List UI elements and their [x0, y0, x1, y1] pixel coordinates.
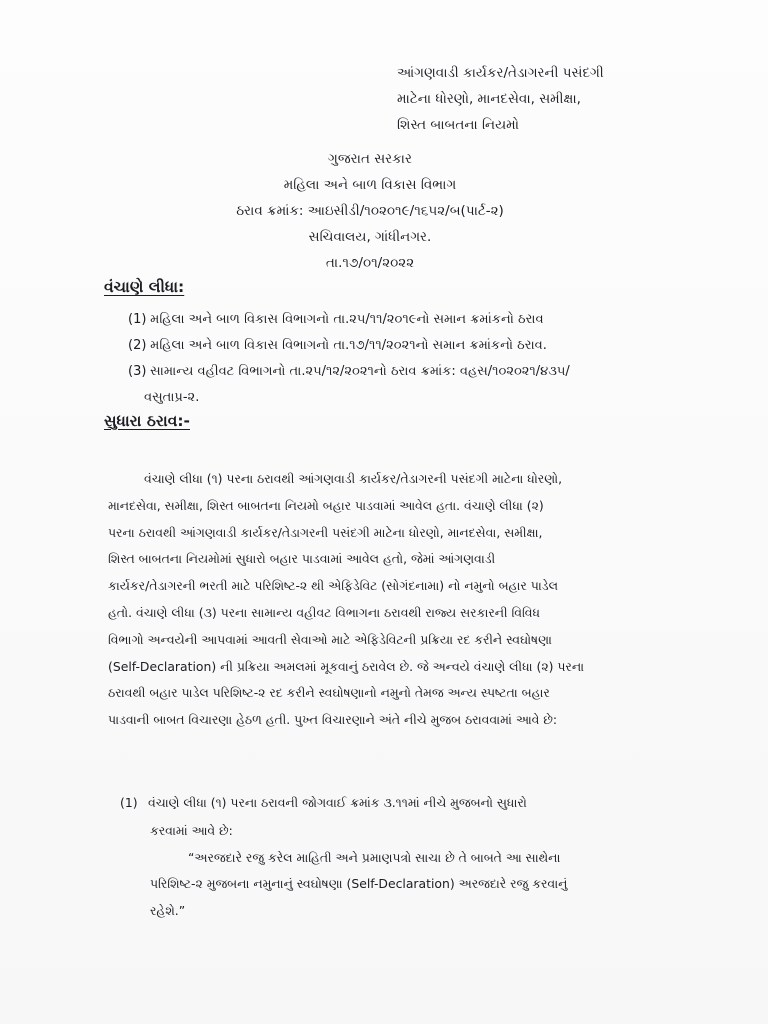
body-line: ઠરાવથી બહાર પાડેલ પરિશિષ્ટ-૨ રદ કરીને સ્વઘોષણાનો નમુનો તેમજ અન્ય સ્પષ્ટતા બહાર — [108, 685, 550, 701]
list-item — [128, 307, 648, 333]
body-line: વિભાગો અન્વયેની આપવામાં આવતી સેવાઓ માટે એફિડેવિટની પ્રક્રિયા રદ કરીને સ્વઘોષણા — [108, 631, 552, 647]
point-number: (1) — [120, 795, 138, 810]
resolution-date: તા.૧૭/૦૧/૨૦૨૨ — [325, 255, 415, 271]
reference-number: (1) — [128, 312, 147, 327]
place: સચિવાલય, ગાંધીનગર. — [308, 229, 432, 245]
body-line: કાર્યકર/તેડાગરની ભરતી માટે પરિશિષ્ટ-૨ થી એફિડેવિટ (સોગંદનામા) નો નમુનો બહાર પાડેલ — [108, 578, 558, 594]
reference-text: સામાન્ય વહીવટ વિભાગનો તા.૨૫/૧૨/૨૦૨૧નો ઠરાવ ક્રમાંક: વહસ/૧૦૨૦૨૧/૪૩૫/ — [150, 364, 570, 379]
subject-line: આંગણવાડી કાર્યકર/તેડાગરની પસંદગી — [397, 65, 604, 81]
reference-number: (2) — [128, 338, 147, 353]
body-line: પરના ઠરાવથી આંગણવાડી કાર્યકર/તેડાગરની પસંદગી માટેના ધોરણો, માનદસેવા, સમીક્ષા, — [108, 524, 543, 540]
resolution-header — [0, 146, 740, 276]
list-item — [128, 359, 648, 385]
quote-line: પરિશિષ્ટ-૨ મુજબના નમુનાનું સ્વઘોષણા (Self-Declaration) અરજદારે રજુ કરવાનું — [150, 876, 568, 891]
subject-line: માટેના ધોરણો, માનદસેવા, સમીક્ષા, — [397, 91, 581, 107]
quote-line: રહેશે.” — [150, 902, 186, 918]
quote-line: “અરજદારે રજુ કરેલ માહિતી અને પ્રમાણપત્રો સાચા છે તે બાબતે આ સાથેના — [188, 849, 561, 865]
body-line: હતો. વંચાણે લીધા (૩) પરના સામાન્ય વહીવટ વિભાગના ઠરાવથી રાજ્ય સરકારની વિવિધ — [108, 604, 540, 620]
department-name: મહિલા અને બાળ વિકાસ વિભાગ — [283, 177, 457, 193]
amendment-quote — [150, 818, 650, 924]
list-item — [128, 333, 648, 359]
reference-continuation: વસુતાપ્ર-૨. — [144, 390, 200, 405]
resolution-number: ઠરાવ ક્રમાંક: આઇસીડી/૧૦૨૦૧૯/૧૬૫૨/બ(પાર્ટ-૨) — [236, 203, 504, 219]
body-paragraph — [108, 466, 638, 734]
body-line: માનદસેવા, સમીક્ષા, શિસ્ત બાબતના નિયમો બહાર પાડવામાં આવેલ હતા. વંચાણે લીધા (૨) — [108, 497, 544, 513]
read-heading: વંચાણે લીધા: — [104, 278, 185, 296]
subject-line: શિસ્ત બાબતના નિયમો — [397, 117, 520, 133]
reference-text: મહિલા અને બાળ વિકાસ વિભાગનો તા.૨૫/૧૧/૨૦૧૯નો સમાન ક્રમાંકનો ઠરાવ — [150, 312, 544, 327]
amendment-heading: સુધારા ઠરાવ:- — [104, 412, 190, 430]
body-line: વંચાણે લીધા (૧) પરના ઠરાવથી આંગણવાડી કાર્યકર/તેડાગરની પસંદગી માટેના ધોરણો, — [144, 471, 563, 486]
body-line: (Self-Declaration) ની પ્રક્રિયા અમલમાં મૂકવાનું ઠરાવેલ છે. જે અન્વયે વંચાણે લીધા (૨) પરના — [108, 658, 585, 674]
reference-text: મહિલા અને બાળ વિકાસ વિભાગનો તા.૧૭/૧૧/૨૦૨૧નો સમાન ક્રમાંકનો ઠરાવ. — [150, 338, 547, 353]
amendment-point-1 — [120, 790, 640, 816]
point-line: કરવામાં આવે છે: — [150, 823, 233, 838]
point-line: વંચાણે લીધા (૧) પરના ઠરાવની જોગવાઈ ક્રમાંક ૩.૧૧માં નીચે મુજબનો સુધારો — [148, 795, 527, 810]
body-line: પાડવાની બાબત વિચારણા હેઠળ હતી. પુખ્ત વિચારણાને અંતે નીચે મુજબ ઠરાવવામાં આવે છે: — [108, 712, 557, 728]
reference-number: (3) — [128, 364, 147, 379]
government-name: ગુજરાત સરકાર — [328, 151, 412, 167]
reference-list — [128, 307, 648, 411]
subject-block — [397, 60, 727, 138]
body-line: શિસ્ત બાબતના નિયમોમાં સુધારો બહાર પાડવામાં આવેલ હતો, જેમાં આંગણવાડી — [108, 551, 496, 567]
